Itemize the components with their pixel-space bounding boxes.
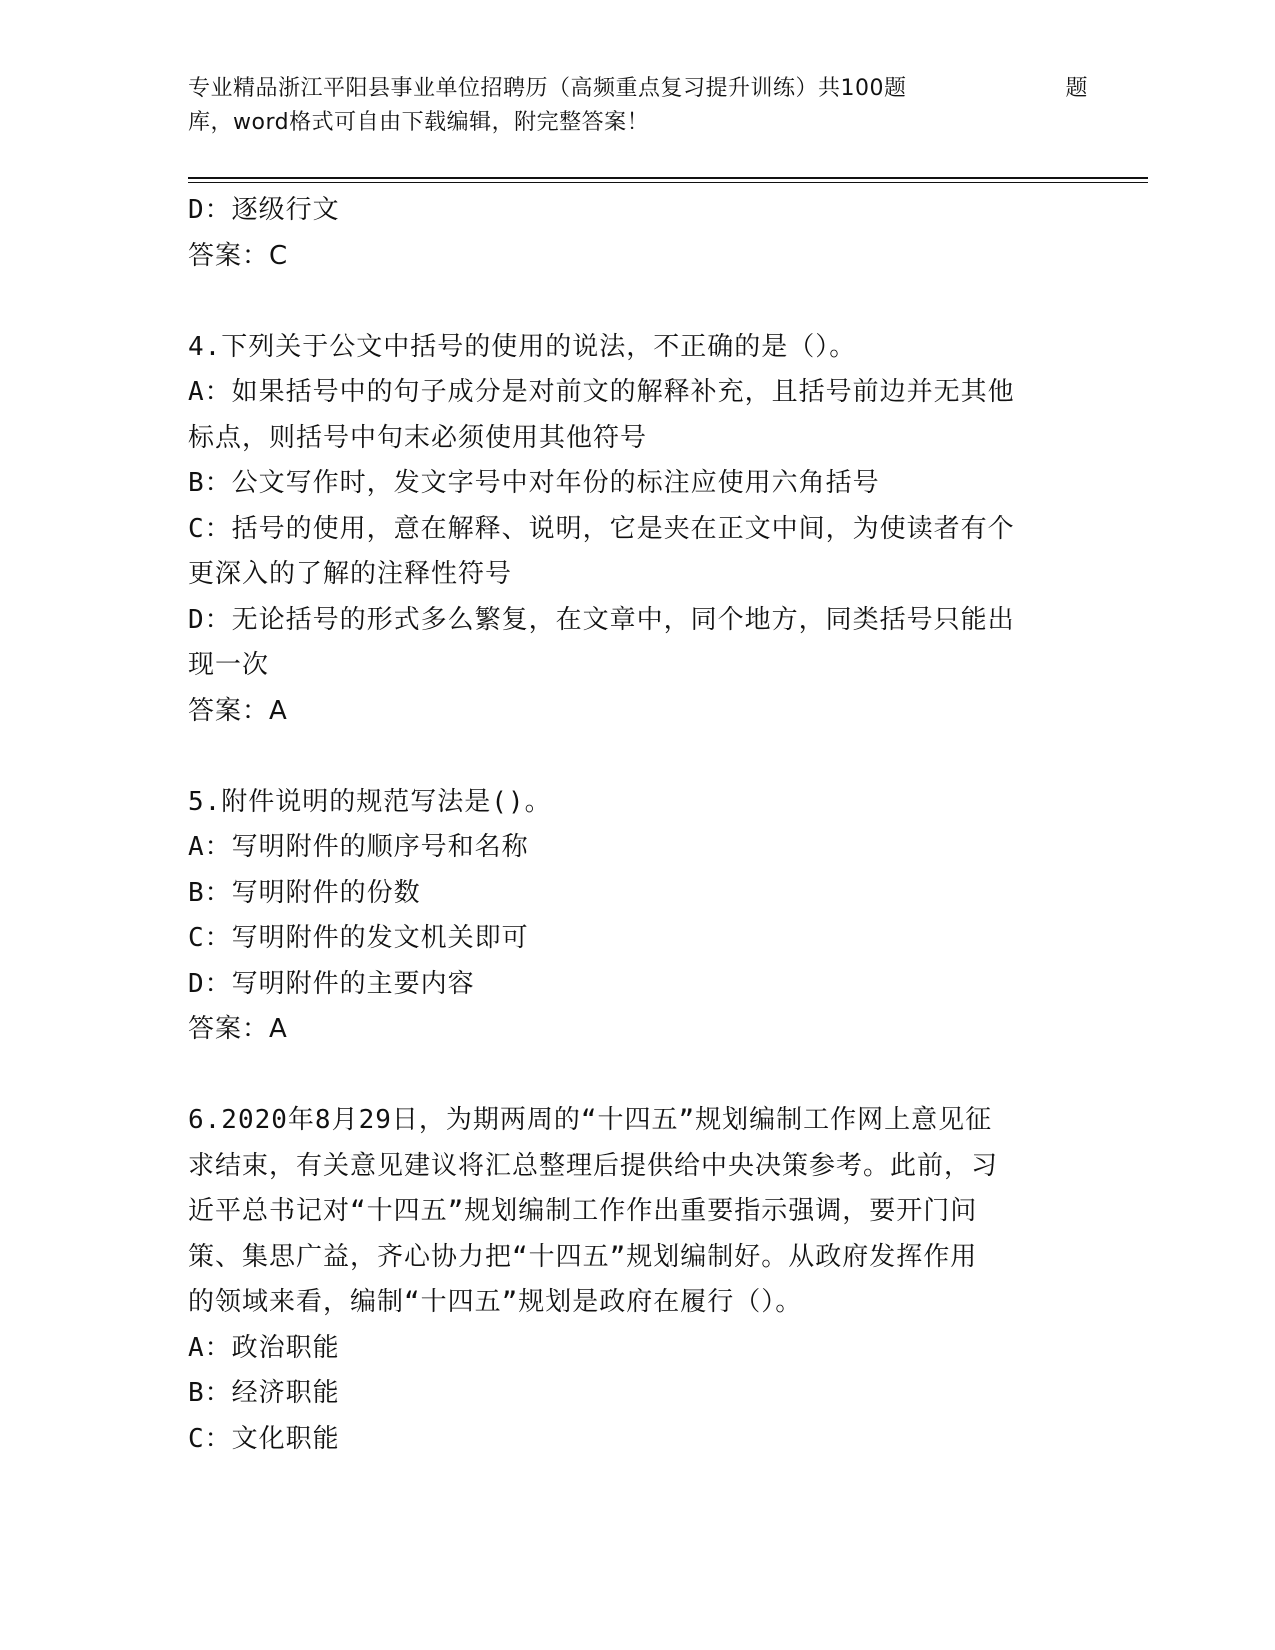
- document-body: [188, 188, 1088, 1462]
- q6-option-a: A：政治职能: [188, 1332, 340, 1363]
- header-title-line-2: 库，word格式可自由下载编辑，附完整答案！: [188, 110, 650, 135]
- header-rule-thick: [188, 177, 1148, 179]
- q4-option-d-line-2: 现一次: [188, 650, 270, 680]
- question-6: [188, 1098, 1088, 1462]
- q4-option-c-line-2: 更深入的了解的注释性符号: [188, 559, 513, 589]
- question-5: [188, 780, 1088, 1053]
- spacer: [188, 279, 1088, 325]
- q5-option-a: A：写明附件的顺序号和名称: [188, 832, 529, 862]
- q3-option-d: D：逐级行文: [188, 195, 340, 225]
- spacer: [188, 1053, 1088, 1099]
- q5-option-b: B：写明附件的份数: [188, 877, 421, 908]
- q4-option-d-line-1: D：无论括号的形式多么繁复，在文章中，同个地方，同类括号只能出: [188, 604, 1015, 635]
- header-title-right: 题: [1065, 76, 1088, 101]
- q4-option-b: B：公文写作时，发文字号中对年份的标注应使用六角括号: [188, 468, 880, 498]
- q6-option-c: C：文化职能: [188, 1423, 340, 1454]
- header-rule-thin: [188, 182, 1148, 183]
- q6-option-b: B：经济职能: [188, 1378, 340, 1408]
- q6-stem-line-5: 的领域来看，编制“十四五”规划是政府在履行（）。: [188, 1287, 803, 1317]
- q4-stem: 4.下列关于公文中括号的使用的说法，不正确的是（）。: [188, 331, 857, 362]
- q6-stem-line-2: 求结束，有关意见建议将汇总整理后提供给中央决策参考。此前，习: [188, 1150, 999, 1181]
- q5-option-c: C：写明附件的发文机关即可: [188, 923, 529, 953]
- spacer: [188, 734, 1088, 780]
- q6-stem-line-4: 策、集思广益，齐心协力把“十四五”规划编制好。从政府发挥作用: [188, 1241, 978, 1272]
- q3-answer: 答案：C: [188, 240, 289, 271]
- q5-stem: 5.附件说明的规范写法是()。: [188, 786, 552, 817]
- q6-stem-line-1: 6.2020年8月29日，为期两周的“十四五”规划编制工作网上意见征: [188, 1105, 993, 1135]
- q4-option-a-line-2: 标点，则括号中句末必须使用其他符号: [188, 422, 648, 453]
- page-header: [188, 72, 1088, 140]
- question-4: [188, 325, 1088, 735]
- q5-option-d: D：写明附件的主要内容: [188, 968, 475, 999]
- header-title-line-1: 专业精品浙江平阳县事业单位招聘历（高频重点复习提升训练）共100题: [188, 76, 907, 101]
- q6-stem-line-3: 近平总书记对“十四五”规划编制工作作出重要指示强调，要开门问: [188, 1196, 978, 1226]
- q4-option-c-line-1: C：括号的使用，意在解释、说明，它是夹在正文中间，为使读者有个: [188, 513, 1015, 544]
- question-3-tail: [188, 188, 1088, 279]
- q5-answer: 答案：A: [188, 1014, 288, 1044]
- q4-option-a-line-1: A：如果括号中的句子成分是对前文的解释补充，且括号前边并无其他: [188, 377, 1015, 407]
- q4-answer: 答案：A: [188, 695, 288, 726]
